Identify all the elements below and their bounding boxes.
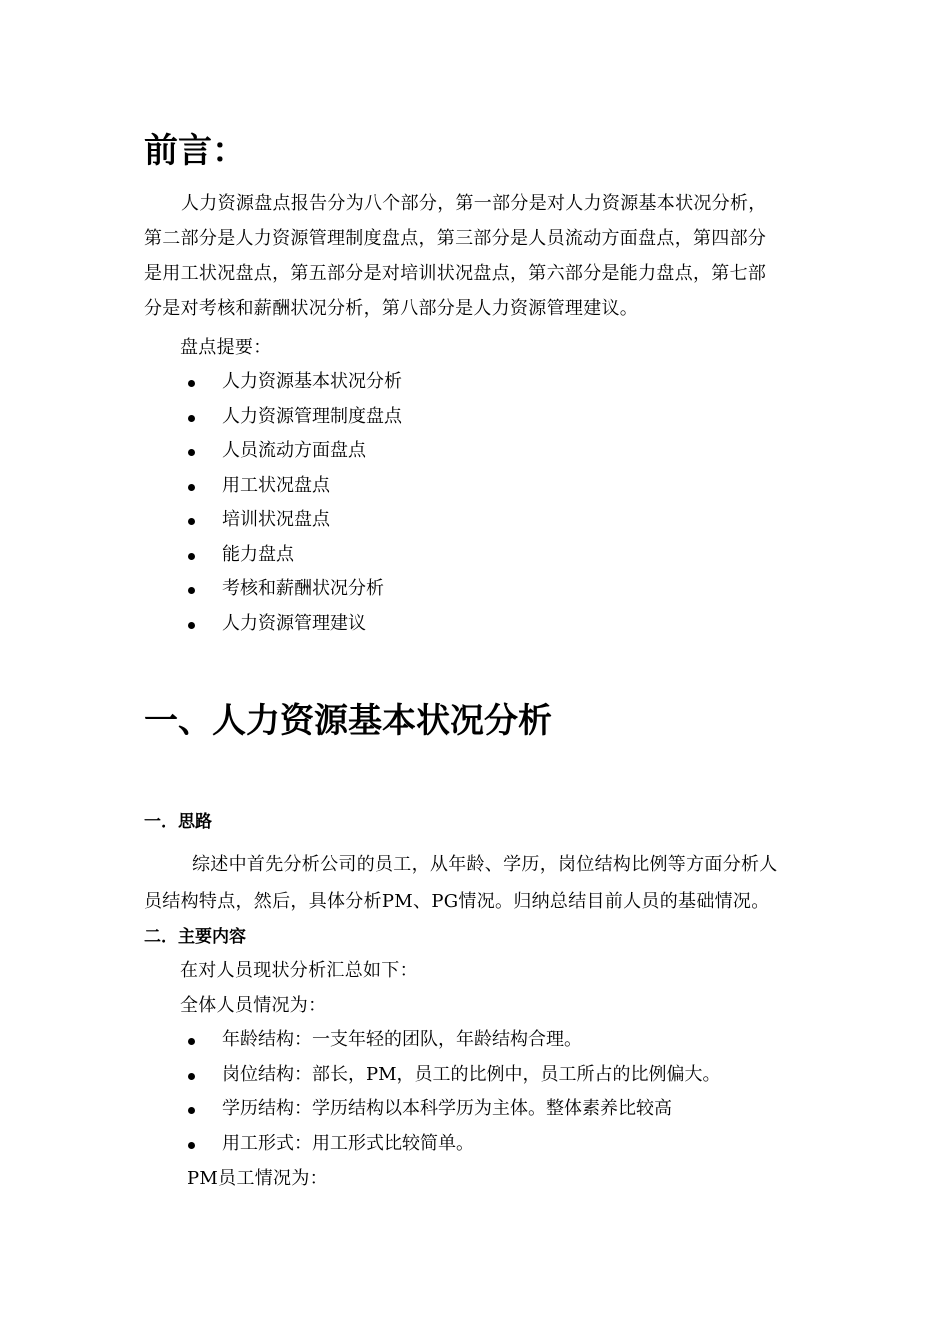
bullet-icon (188, 1142, 195, 1149)
bullet-icon (188, 553, 195, 560)
list-item: 年龄结构：一支年轻的团队，年龄结构合理。 (180, 1023, 721, 1058)
bullet-icon (188, 622, 195, 629)
list-item: 学历结构：学历结构以本科学历为主体。整体素养比较高 (180, 1092, 721, 1127)
content-heading: 二．主要内容 (144, 927, 246, 947)
bullet-icon (188, 1038, 195, 1045)
overall-staff-list (180, 1023, 721, 1161)
list-item: 人力资源基本状况分析 (180, 365, 402, 400)
preface-intro-line-1: 人力资源盘点报告分为八个部分，第一部分是对人力资源基本状况分析， (181, 193, 767, 214)
list-item: 能力盘点 (180, 538, 402, 573)
bullet-icon (188, 380, 195, 387)
bullet-icon (188, 1073, 195, 1080)
preface-intro-line-4: 分是对考核和薪酬状况分析，第八部分是人力资源管理建议。 (144, 298, 639, 319)
section-1-title: 一、人力资源基本状况分析 (144, 701, 552, 741)
list-item: 培训状况盘点 (180, 503, 402, 538)
bullet-icon (188, 587, 195, 594)
bullet-icon (188, 415, 195, 422)
summary-list (180, 365, 402, 641)
approach-line-1: 综述中首先分析公司的员工，从年龄、学历，岗位结构比例等方面分析人 (192, 854, 778, 875)
content-line-1: 在对人员现状分析汇总如下： (180, 960, 418, 981)
bullet-icon (188, 484, 195, 491)
list-item: 用工形式：用工形式比较简单。 (180, 1127, 721, 1162)
list-item: 用工状况盘点 (180, 469, 402, 504)
bullet-icon (188, 449, 195, 456)
pm-staff-label: PM员工情况为： (187, 1168, 328, 1189)
preface-intro-line-3: 是用工状况盘点，第五部分是对培训状况盘点，第六部分是能力盘点，第七部 (144, 263, 767, 284)
content-line-2: 全体人员情况为： (180, 995, 327, 1016)
approach-heading: 一．思路 (144, 812, 212, 832)
list-item: 人力资源管理建议 (180, 607, 402, 642)
list-item: 岗位结构：部长，PM，员工的比例中，员工所占的比例偏大。 (180, 1058, 721, 1093)
bullet-icon (188, 518, 195, 525)
preface-intro-line-2: 第二部分是人力资源管理制度盘点，第三部分是人员流动方面盘点，第四部分 (144, 228, 767, 249)
summary-label: 盘点提要： (180, 337, 272, 358)
list-item: 人力资源管理制度盘点 (180, 400, 402, 435)
bullet-icon (188, 1107, 195, 1114)
list-item: 人员流动方面盘点 (180, 434, 402, 469)
preface-title: 前言： (144, 131, 246, 171)
list-item: 考核和薪酬状况分析 (180, 572, 402, 607)
approach-line-2: 员结构特点，然后，具体分析PM、PG情况。归纳总结目前人员的基础情况。 (144, 891, 770, 912)
